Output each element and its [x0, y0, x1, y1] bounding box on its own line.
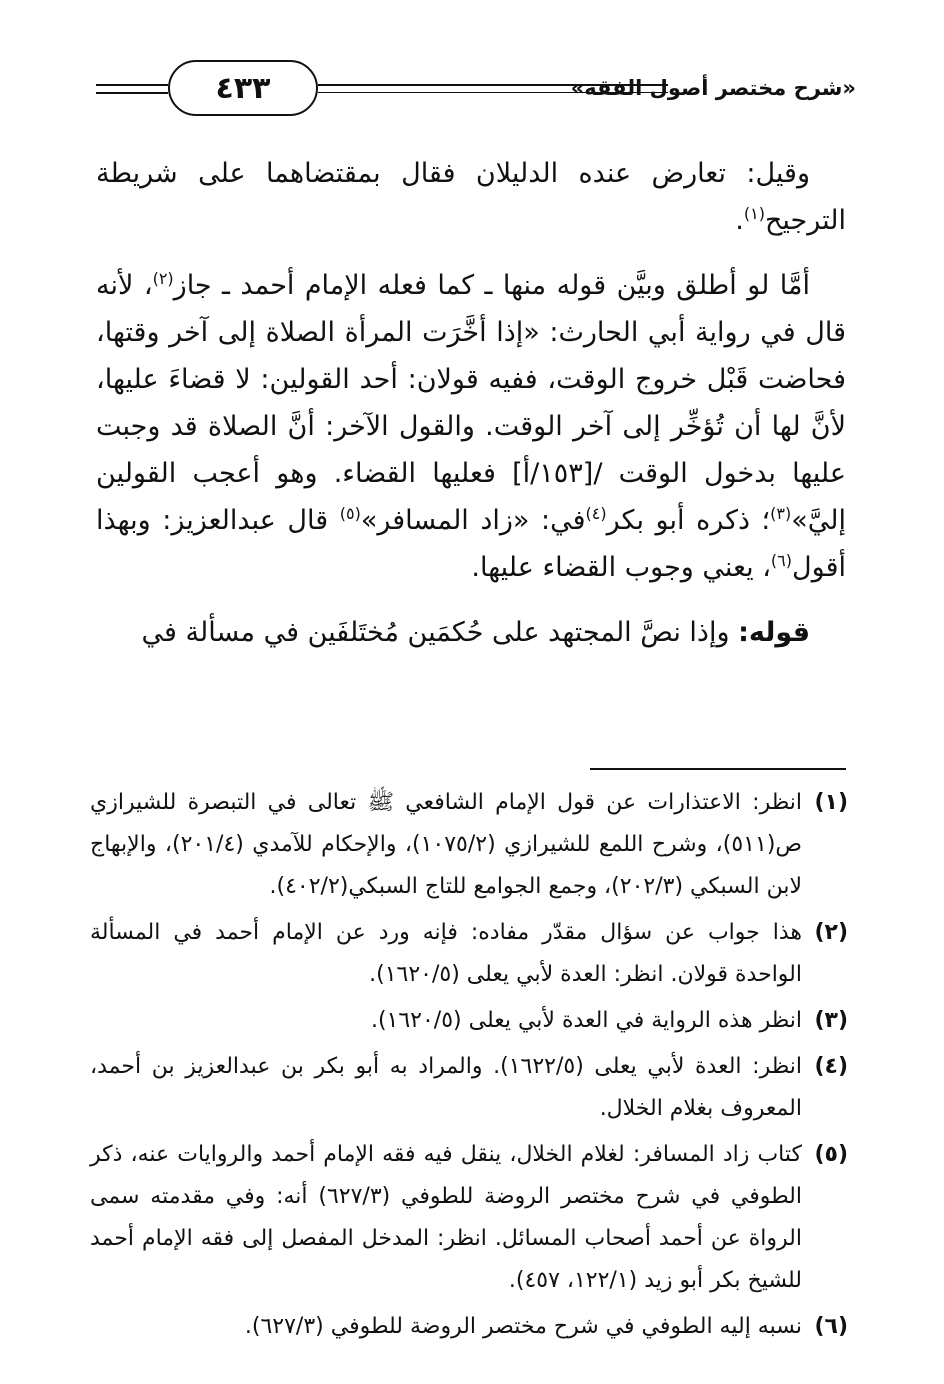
paragraph-2-text-b: ، لأنه قال في رواية أبي الحارث: «إذا أخَّرَت المرأة الصلاة إلى آخر وقتها، فحاضت قَبْل خروج الوقت، ففيه قولان: أحد القولين: لا قضاءَ عليها، لأنَّ لها أن تُؤخِّر إلى آخر الوقت. والقول الآخر: أنَّ الصلاة قد وجبت عليها بدخول الوقت /[١٥٣/أ] فعليها القضاء. وهو أعجب القولين إليَّ»: [96, 270, 847, 536]
footnote-number: (٢): [814, 920, 848, 945]
footnote-text: هذا جواب عن سؤال مقدّر مفاده: فإنه ورد عن الإمام أحمد في المسألة الواحدة قولان. انظر: العدة لأبي يعلى (١٦٢٠/٥).: [90, 920, 802, 987]
footnotes: [90, 782, 848, 1352]
footnote-ref-2: (٢): [152, 269, 174, 288]
footnote-ref-1: (١): [743, 204, 765, 223]
paragraph-1: [96, 150, 846, 244]
footnote-ref-3: (٣): [770, 504, 792, 523]
paragraph-2-text-a: أمَّا لو أطلق وبيَّن قوله منها ـ كما فعله الإمام أحمد ـ جاز: [173, 270, 810, 301]
paragraph-2-text-d: في: «زاد المسافر»: [360, 505, 586, 536]
footnote-number: (٤): [814, 1054, 848, 1079]
paragraph-3: [96, 609, 846, 656]
paragraph-2-text-c: ؛ ذكره أبو بكر: [606, 505, 771, 536]
footnote-separator: [590, 768, 846, 770]
qawluhu-label: قوله:: [738, 617, 810, 648]
paragraph-2-text-e: قال عبدالعزيز: وبهذا أقول: [96, 505, 846, 583]
running-title: «شرح مختصر أصول الفقه»: [570, 76, 856, 100]
footnote-ref-5: (٥): [339, 504, 361, 523]
footnote-text: نسبه إليه الطوفي في شرح مختصر الروضة للطوفي (٦٢٧/٣).: [244, 1314, 802, 1339]
footnote: [90, 1000, 848, 1042]
footnote: [90, 1134, 848, 1302]
footnote-text: كتاب زاد المسافر: لغلام الخلال، ينقل فيه فقه الإمام أحمد والروايات عنه، ذكر الطوفي في شرح مختصر الروضة للطوفي (٦٢٧/٣) أنه: وفي مقدمته سمى الرواة عن أحمد أصحاب المسائل. انظر: المدخل المفصل إلى فقه الإمام أحمد للشيخ بكر أبو زيد (١٢٢/١، ٤٥٧).: [90, 1142, 802, 1293]
paragraph-1-end: .: [735, 205, 744, 236]
footnote-number: (٣): [814, 1008, 848, 1033]
paragraph-3-text: وإذا نصَّ المجتهد على حُكمَين مُختَلفَين في مسألة في: [141, 617, 739, 648]
footnote-text: انظر هذه الرواية في العدة لأبي يعلى (١٦٢٠/٥).: [370, 1008, 802, 1033]
footnote-number: (١): [814, 790, 848, 815]
footnote: [90, 1046, 848, 1130]
footnote: [90, 782, 848, 908]
footnote-ref-4: (٤): [585, 504, 607, 523]
footnote-number: (٦): [814, 1314, 848, 1339]
footnote: [90, 912, 848, 996]
page-header: [96, 52, 856, 122]
paragraph-1-text: وقيل: تعارض عنده الدليلان فقال بمقتضاهما على شريطة الترجيح: [96, 158, 846, 236]
footnote: [90, 1306, 848, 1348]
page-number: ٤٣٣: [168, 60, 318, 116]
footnote-ref-6: (٦): [770, 551, 793, 570]
paragraph-2-text-f: ، يعني وجوب القضاء عليها.: [471, 552, 771, 583]
header-rule-left-bottom: [96, 92, 168, 94]
footnote-text: انظر: العدة لأبي يعلى (١٦٢٢/٥). والمراد به أبو بكر بن عبدالعزيز بن أحمد، المعروف بغلام الخلال.: [90, 1054, 802, 1121]
footnote-number: (٥): [814, 1142, 848, 1167]
header-rule-left-top: [96, 84, 168, 86]
main-text: [96, 150, 846, 656]
paragraph-2: [96, 262, 846, 591]
footnote-text: انظر: الاعتذارات عن قول الإمام الشافعي ﷺ تعالى في التبصرة للشيرازي ص(٥١١)، وشرح اللمع للشيرازي (١٠٧٥/٢)، والإحكام للآمدي (٢٠١/٤)، والإبهاج لابن السبكي (٢٠٢/٣)، وجمع الجوامع للتاج السبكي(٤٠٢/٢).: [90, 790, 802, 899]
